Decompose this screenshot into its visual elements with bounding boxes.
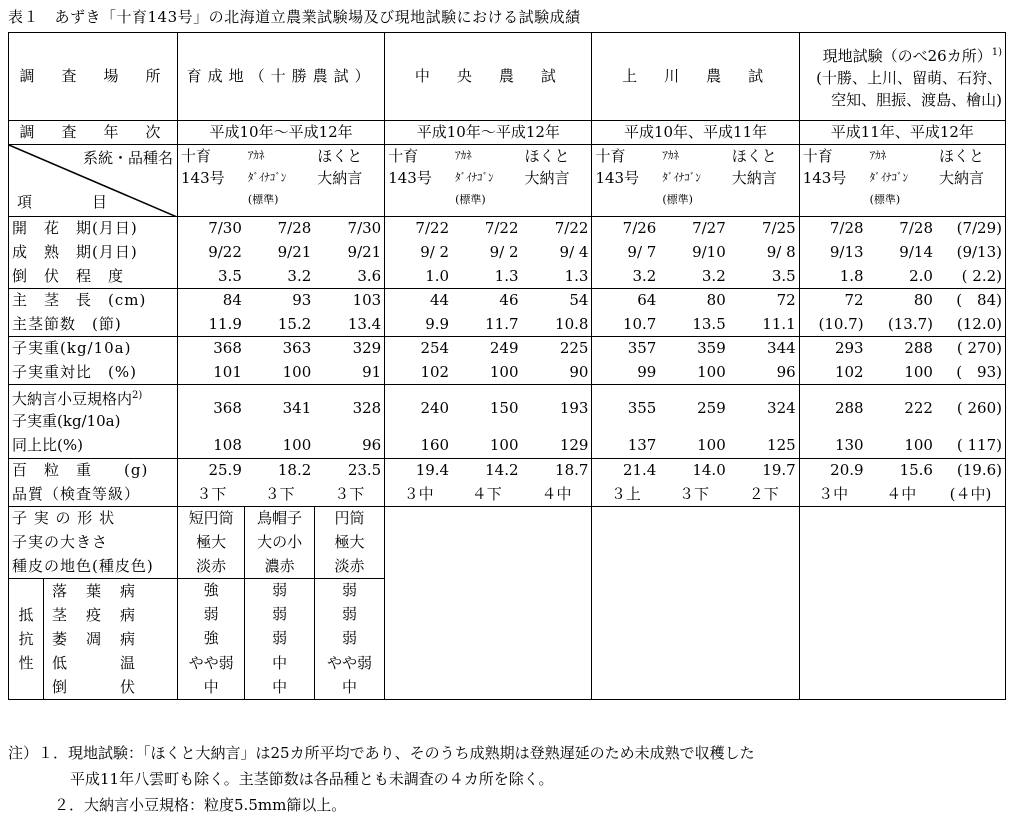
value-cell: 23.5 [314, 459, 384, 483]
value-cell: 円筒 [314, 507, 384, 531]
survey-year: 平成10年～平成12年 [385, 121, 592, 145]
survey-year-label: 調 査 年 次 [9, 121, 178, 145]
value-cell: 弱 [314, 579, 384, 603]
value-cell: 329 [314, 337, 384, 361]
value-cell: ( 117) [936, 433, 1006, 459]
value-cell: 強 [177, 627, 244, 651]
value-cell: 54 [522, 289, 592, 313]
value-cell: 25.9 [177, 459, 244, 483]
value-cell: ( 260) [936, 385, 1006, 433]
row-label: 子実重対比 (%) [9, 361, 178, 385]
value-cell: 20.9 [799, 459, 866, 483]
value-cell: 10.7 [592, 313, 659, 337]
value-cell: 293 [799, 337, 866, 361]
value-cell: 288 [867, 337, 936, 361]
table-row [9, 433, 1006, 459]
value-cell: 11.1 [729, 313, 799, 337]
table-row [9, 507, 1006, 531]
site-header: 育成地（十勝農試） [177, 33, 384, 121]
value-cell: 中 [177, 675, 244, 699]
label-line: 大納言小豆規格内 [12, 390, 133, 409]
value-cell: 84 [177, 289, 244, 313]
value-cell: 9/ 2 [385, 241, 452, 265]
value-cell: 3.5 [177, 265, 244, 289]
value-cell: 100 [659, 361, 728, 385]
value-cell: ４中 [867, 483, 936, 507]
value-cell: 93 [245, 289, 314, 313]
row-label: 子実重(kg/10a) [9, 337, 178, 361]
value-cell: ３中 [799, 483, 866, 507]
value-cell: ( 2.2) [936, 265, 1006, 289]
value-cell: 弱 [245, 627, 314, 651]
value-cell: 100 [867, 433, 936, 459]
value-cell: 9/13 [799, 241, 866, 265]
value-cell: 9/21 [347, 243, 382, 261]
value-cell: 強 [177, 579, 244, 603]
value-cell: 14.0 [659, 459, 728, 483]
value-cell: 240 [385, 385, 452, 433]
value-cell: 2.0 [867, 265, 936, 289]
value-cell: 328 [314, 385, 384, 433]
value-cell: 80 [867, 289, 936, 313]
value-cell: 鳥帽子 [245, 507, 314, 531]
row-label: 種皮の地色(種皮色) [9, 555, 178, 579]
label-line: 子実重(kg/10a) [12, 412, 121, 431]
value-cell: 254 [385, 337, 452, 361]
value-cell: 1.0 [385, 265, 452, 289]
value-cell: 18.2 [245, 459, 314, 483]
value-cell: 259 [659, 385, 728, 433]
row-label: 成 熟 期(月日) [9, 241, 178, 265]
value-cell: 193 [522, 385, 592, 433]
value-cell: ( 270) [936, 337, 1006, 361]
value-cell: 7/28 [245, 217, 314, 241]
variety-name-label: 系統・品種名 [82, 149, 173, 167]
variety-header: ほくと 大納言 [314, 145, 384, 217]
value-cell: 極大 [177, 531, 244, 555]
value-cell: 125 [729, 433, 799, 459]
value-cell: (10.7) [799, 313, 866, 337]
resistance-item-label: 茎 疫 病 [52, 606, 138, 624]
value-cell: 3.5 [729, 265, 799, 289]
table-row [9, 217, 1006, 241]
footnotes [8, 740, 755, 818]
value-cell: ３下 [245, 483, 314, 507]
value-cell: ３中 [385, 483, 452, 507]
value-cell: ３下 [314, 483, 384, 507]
value-cell: 11.7 [452, 313, 521, 337]
resistance-item-list [44, 579, 177, 699]
value-cell: 102 [799, 361, 866, 385]
header-diagonal-cell [9, 145, 178, 217]
table-row [9, 337, 1006, 361]
value-cell: 363 [245, 337, 314, 361]
table-row [9, 33, 1006, 121]
local-trial-header [799, 33, 1005, 121]
value-cell: 10.8 [522, 313, 592, 337]
value-cell: 濃赤 [245, 555, 314, 579]
value-cell: 341 [245, 385, 314, 433]
value-cell: 1.8 [799, 265, 866, 289]
footnote-marker: 1) [991, 47, 1002, 58]
row-label: 子実の大きさ [9, 531, 178, 555]
variety-header: 十育 143号 [592, 145, 659, 217]
survey-year: 平成10年、平成11年 [592, 121, 799, 145]
value-cell: 中 [314, 675, 384, 699]
value-cell: 72 [729, 289, 799, 313]
value-cell: 100 [867, 361, 936, 385]
value-cell: 7/22 [385, 217, 452, 241]
value-cell: 淡赤 [177, 555, 244, 579]
table-row [9, 265, 1006, 289]
resistance-item-label: 低 温 [52, 654, 138, 672]
value-cell: 7/22 [452, 217, 521, 241]
value-cell: 101 [177, 361, 244, 385]
table-row [9, 483, 1006, 507]
value-cell: 3.2 [592, 265, 659, 289]
value-cell: (13.7) [867, 313, 936, 337]
value-cell: 15.2 [245, 313, 314, 337]
variety-header: ｱｶﾈ ﾀﾞｲﾅｺﾞﾝ (標準) [867, 145, 936, 217]
value-cell: 淡赤 [314, 555, 384, 579]
table-row [9, 289, 1006, 313]
value-cell: 91 [314, 361, 384, 385]
value-cell: 100 [452, 361, 521, 385]
value-cell: 46 [452, 289, 521, 313]
value-cell: (12.0) [936, 313, 1006, 337]
value-cell: 7/27 [659, 217, 728, 241]
value-cell: 短円筒 [177, 507, 244, 531]
table-caption: 表１ あずき「十育143号」の北海道立農業試験場及び現地試験における試験成績 [8, 8, 581, 26]
variety-header: 十育 143号 [385, 145, 452, 217]
value-cell: 18.7 [522, 459, 592, 483]
value-cell: 130 [799, 433, 866, 459]
value-cell: 7/28 [799, 217, 866, 241]
value-cell: 3.2 [245, 265, 314, 289]
value-cell: 中 [245, 651, 314, 675]
value-cell: 9/ 8 [766, 243, 796, 261]
value-cell: やや弱 [314, 651, 384, 675]
value-cell: 9/ 7 [592, 241, 659, 265]
value-cell: 7/30 [314, 217, 384, 241]
resistance-item-label: 倒 伏 [52, 678, 138, 696]
variety-header: ｱｶﾈ ﾀﾞｲﾅｺﾞﾝ (標準) [452, 145, 521, 217]
value-cell: 108 [177, 433, 244, 459]
value-cell: 64 [592, 289, 659, 313]
value-cell: 137 [592, 433, 659, 459]
value-cell: ( 93) [936, 361, 1006, 385]
row-label: 主茎節数 (節) [9, 313, 178, 337]
table-row [9, 241, 1006, 265]
value-cell: やや弱 [177, 651, 244, 675]
value-cell: 9/21 [277, 243, 312, 261]
value-cell: 102 [385, 361, 452, 385]
value-cell: 1.3 [452, 265, 521, 289]
variety-header: ほくと 大納言 [936, 145, 1006, 217]
site-header: 上 川 農 試 [592, 33, 799, 121]
empty-block [592, 507, 799, 700]
value-cell: ３上 [592, 483, 659, 507]
footnote-1-cont: 平成11年八雲町も除く。主茎節数は各品種とも未調査の４カ所を除く。 [70, 770, 554, 788]
row-label [9, 385, 178, 433]
value-cell: 7/26 [592, 217, 659, 241]
resistance-item-label: 落 葉 病 [52, 582, 138, 600]
row-label: 開 花 期(月日) [9, 217, 178, 241]
resistance-item-label: 萎 凋 病 [52, 630, 138, 648]
row-label: 倒 伏 程 度 [9, 265, 178, 289]
local-trial-sites: (十勝、上川、留萌、石狩、 空知、胆振、渡島、檜山) [816, 69, 1002, 109]
row-label: 百 粒 重 (g) [9, 459, 178, 483]
value-cell: 72 [799, 289, 866, 313]
row-label: 主 茎 長 (cm) [9, 289, 178, 313]
variety-header: 十育 143号 [799, 145, 866, 217]
value-cell: 249 [452, 337, 521, 361]
value-cell: 99 [592, 361, 659, 385]
variety-header: ほくと 大納言 [729, 145, 799, 217]
table-row [9, 313, 1006, 337]
value-cell: 96 [314, 433, 384, 459]
variety-header: ほくと 大納言 [522, 145, 592, 217]
value-cell: 13.4 [314, 313, 384, 337]
value-cell: 150 [452, 385, 521, 433]
value-cell: 極大 [314, 531, 384, 555]
value-cell: 44 [385, 289, 452, 313]
survey-year: 平成11年、平成12年 [799, 121, 1005, 145]
variety-header: ｱｶﾈ ﾀﾞｲﾅｺﾞﾝ (標準) [659, 145, 728, 217]
row-label: 同上比(%) [9, 433, 178, 459]
value-cell: 15.6 [867, 459, 936, 483]
resistance-group-label: 抵 抗 性 [9, 579, 44, 699]
survey-place-label: 調 査 場 所 [9, 33, 178, 121]
value-cell: 103 [314, 289, 384, 313]
value-cell: 100 [245, 361, 314, 385]
value-cell: (9/13) [936, 241, 1006, 265]
table-row [9, 145, 1006, 217]
table-row [9, 361, 1006, 385]
local-trial-title: 現地試験（のべ26カ所） [822, 47, 992, 65]
value-cell: 368 [177, 385, 244, 433]
value-cell: 7/30 [177, 217, 244, 241]
value-cell: 100 [659, 433, 728, 459]
survey-year: 平成10年～平成12年 [177, 121, 384, 145]
value-cell: 弱 [245, 603, 314, 627]
value-cell: 9/10 [692, 243, 726, 261]
value-cell: 96 [729, 361, 799, 385]
value-cell: 9/22 [177, 241, 244, 265]
value-cell: 21.4 [592, 459, 659, 483]
value-cell: 222 [867, 385, 936, 433]
value-cell: 14.2 [452, 459, 521, 483]
value-cell: 1.3 [522, 265, 592, 289]
variety-header: 十育 143号 [177, 145, 244, 217]
value-cell: 3.6 [314, 265, 384, 289]
value-cell: 弱 [314, 603, 384, 627]
value-cell: 9.9 [385, 313, 452, 337]
value-cell: 大の小 [245, 531, 314, 555]
value-cell: 129 [522, 433, 592, 459]
value-cell: ３下 [177, 483, 244, 507]
resistance-label-cell [9, 579, 178, 700]
value-cell: 100 [245, 433, 314, 459]
variety-header: ｱｶﾈ ﾀﾞｲﾅｺﾞﾝ (標準) [245, 145, 314, 217]
value-cell: 359 [659, 337, 728, 361]
empty-block [385, 507, 592, 700]
footnote-marker: 2) [132, 390, 143, 402]
value-cell: 13.5 [659, 313, 728, 337]
value-cell: 80 [659, 289, 728, 313]
value-cell: (19.6) [936, 459, 1006, 483]
value-cell: 324 [729, 385, 799, 433]
value-cell: 9/14 [899, 243, 933, 261]
value-cell: ２下 [729, 483, 799, 507]
value-cell: (7/29) [936, 217, 1006, 241]
value-cell: ４中 [522, 483, 592, 507]
item-label: 項 目 [17, 193, 118, 211]
value-cell: 9/ 4 [559, 243, 589, 261]
value-cell: ( 84) [936, 289, 1006, 313]
site-header: 中 央 農 試 [385, 33, 592, 121]
value-cell: 288 [799, 385, 866, 433]
value-cell: 90 [522, 361, 592, 385]
value-cell: 368 [177, 337, 244, 361]
empty-block [799, 507, 1005, 700]
value-cell: 11.9 [177, 313, 244, 337]
value-cell: 3.2 [659, 265, 728, 289]
value-cell: 19.7 [729, 459, 799, 483]
value-cell: 中 [245, 675, 314, 699]
resistance-label-block [9, 579, 177, 699]
footnote-2: ２．大納言小豆規格：粒度5.5mm篩以上。 [54, 796, 347, 814]
value-cell: 7/25 [729, 217, 799, 241]
value-cell: 160 [385, 433, 452, 459]
footnote-1: 注）１．現地試験：「ほくと大納言」は25カ所平均であり、そのうち成熟期は登熟遅延のため未成熟で収穫した [8, 744, 755, 762]
row-label: 品質（検査等級） [9, 483, 178, 507]
value-cell: 7/22 [522, 217, 592, 241]
value-cell: 弱 [245, 579, 314, 603]
value-cell: 344 [729, 337, 799, 361]
value-cell: 355 [592, 385, 659, 433]
value-cell: 100 [452, 433, 521, 459]
trial-results-table [8, 32, 1006, 700]
table-row [9, 121, 1006, 145]
value-cell: 7/28 [867, 217, 936, 241]
value-cell: 9/ 2 [489, 243, 519, 261]
table-row [9, 385, 1006, 433]
table-row [9, 459, 1006, 483]
value-cell: ４下 [452, 483, 521, 507]
value-cell: 19.4 [385, 459, 452, 483]
value-cell: 弱 [314, 627, 384, 651]
value-cell: 357 [592, 337, 659, 361]
value-cell: ３下 [659, 483, 728, 507]
value-cell: 弱 [177, 603, 244, 627]
row-label: 子 実 の 形 状 [9, 507, 178, 531]
value-cell: 225 [522, 337, 592, 361]
value-cell: (４中) [936, 483, 1006, 507]
